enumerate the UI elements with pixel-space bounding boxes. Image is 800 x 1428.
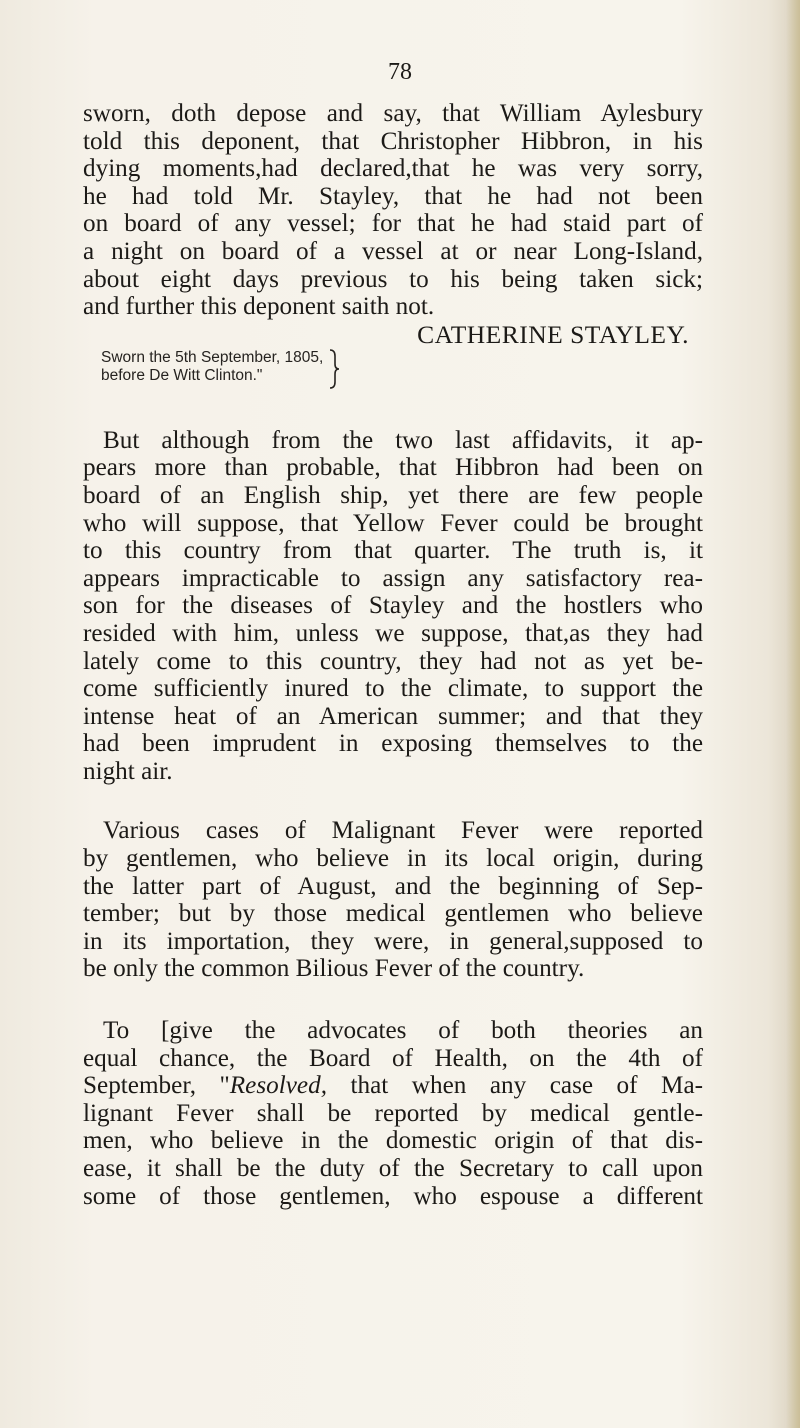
paragraph-2	[83, 817, 703, 983]
text-line: resided with him, unless we suppose, that,as they had	[83, 619, 703, 647]
text-line: sworn, doth depose and say, that William Aylesbury	[83, 100, 703, 127]
text-line: dying moments,had declared,that he was very sorry,	[83, 155, 703, 183]
text-line: come sufficiently inured to the climate, to support the	[83, 675, 703, 703]
paragraph-1	[83, 427, 703, 786]
text-line: a night on board of a vessel at or near Long-Island,	[83, 237, 703, 265]
page-number: 78	[388, 59, 412, 85]
text-line: and further this deponent saith not.	[83, 293, 435, 321]
text-line: appears impracticable to assign any satisfactory rea-	[83, 564, 703, 592]
text-line: some of those gentlemen, who espouse a different	[83, 1182, 703, 1210]
text-line: in its importation, they were, in general,supposed to	[83, 927, 703, 955]
text-line: intense heat of an American summer; and that they	[83, 702, 703, 730]
text-line: on board of any vessel; for that he had staid part of	[83, 210, 703, 238]
text-line: men, who believe in the domestic origin of that dis-	[83, 1127, 703, 1155]
text-line: about eight days previous to his being taken sick;	[83, 265, 703, 293]
text-line: night air.	[83, 757, 173, 785]
text-line: told this deponent, that Christopher Hibbron, in his	[83, 127, 703, 155]
page-edge-shadow	[786, 0, 800, 1428]
text-line: to this country from that quarter. The truth is, it	[83, 537, 703, 565]
jurat	[101, 349, 531, 397]
resolved-italic: Resolved,	[229, 1072, 328, 1100]
signature: CATHERINE STAYLEY.	[417, 319, 689, 349]
text-line: tember; but by those medical gentlemen who believe	[83, 900, 703, 928]
text-line: son for the diseases of Stayley and the hostlers who	[83, 592, 703, 620]
text-line: be only the common Bilious Fever of the country.	[83, 955, 585, 983]
text-line: Various cases of Malignant Fever were reported	[103, 817, 703, 845]
text-line: the latter part of August, and the beginning of Sep-	[83, 872, 703, 900]
text-line: who will suppose, that Yellow Fever could be brought	[83, 509, 703, 537]
text-line: had been imprudent in exposing themselves to the	[83, 730, 703, 758]
jurat-line: Sworn the 5th September, 1805,	[101, 348, 324, 366]
body-text	[83, 100, 703, 1210]
paragraph-3	[83, 1017, 703, 1210]
brace-icon	[327, 349, 341, 389]
text-line: he had told Mr. Stayley, that he had not been	[83, 182, 703, 210]
text-line: lignant Fever shall be reported by medical gentle-	[83, 1099, 703, 1127]
jurat-line: before De Witt Clinton."	[101, 366, 263, 384]
text-line: But although from the two last affidavits, it ap-	[103, 426, 703, 454]
affidavit-text	[83, 100, 703, 321]
text-line: equal chance, the Board of Health, on the 4th of	[83, 1044, 703, 1072]
text-line: by gentlemen, who believe in its local origin, during	[83, 845, 703, 873]
text-line: ease, it shall be the duty of the Secretary to call upon	[83, 1155, 703, 1182]
text-line: September, "Resolved, that when any case of Ma-	[83, 1072, 704, 1100]
text-line: pears more than probable, that Hibbron had been on	[83, 454, 703, 482]
text-line: board of an English ship, yet there are few people	[83, 481, 703, 509]
text-line: To [give the advocates of both theories an	[103, 1017, 703, 1045]
text-line: lately come to this country, they had not as yet be-	[83, 647, 703, 675]
